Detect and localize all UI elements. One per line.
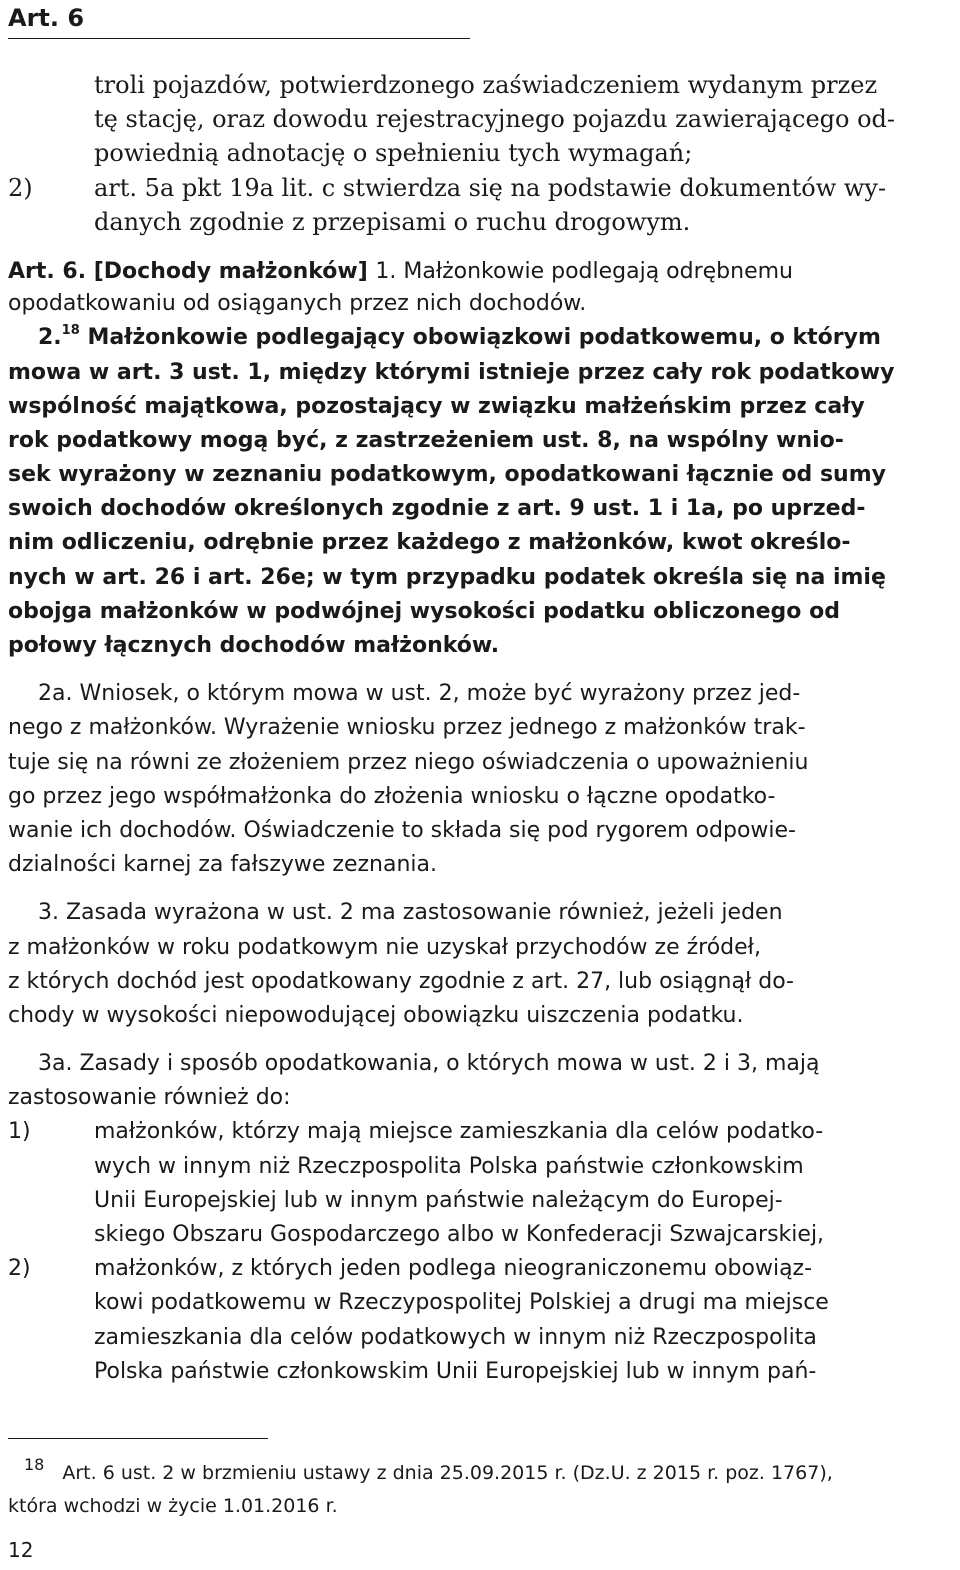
list-number: 2)	[8, 1256, 31, 1282]
text-line: z małżonków w roku podatkowym nie uzyskał przychodów ze źródeł,	[8, 934, 761, 960]
text-line: mowa w art. 3 ust. 1, między którymi istnieje przez cały rok podatkowy	[8, 359, 895, 385]
text-line: danych zgodnie z przepisami o ruchu drogowym.	[94, 207, 691, 236]
text-line: 1. Małżonkowie podlegają odrębnemu	[375, 258, 793, 284]
footnote-text: Art. 6 ust. 2 w brzmieniu ustawy z dnia 25.09.2015 r. (Dz.U. z 2015 r. poz. 1767),	[62, 1462, 833, 1484]
text-line: rok podatkowy mogą być, z zastrzeżeniem ust. 8, na wspólny wnio-	[8, 427, 844, 453]
text-line: dzialności karnej za fałszywe zeznania.	[8, 852, 437, 878]
article-title: [Dochody małżonków]	[93, 258, 368, 284]
paragraph-number: 2.	[38, 325, 62, 351]
text-line: tuje się na równi ze złożeniem przez niego oświadczenia o upoważnieniu	[8, 749, 809, 775]
text-line: art. 5a pkt 19a lit. c stwierdza się na podstawie dokumentów wy-	[94, 173, 887, 202]
text-line: małżonków, z których jeden podlega nieograniczonemu obowiąz-	[94, 1256, 813, 1282]
text-line: z których dochód jest opodatkowany zgodnie z art. 27, lub osiągnął do-	[8, 968, 794, 994]
text-line: wanie ich dochodów. Oświadczenie to składa się pod rygorem odpowie-	[8, 817, 796, 843]
text-line: tę stację, oraz dowodu rejestracyjnego pojazdu zawierającego od-	[94, 105, 896, 134]
text-line: chody w wysokości niepowodującej obowiązku uiszczenia podatku.	[8, 1002, 744, 1028]
list-item	[8, 1252, 954, 1286]
text-line: opodatkowaniu od osiąganych przez nich dochodów.	[8, 291, 587, 317]
paragraph-2-line: 2.18 Małżonkowie podlegający obowiązkowi podatkowemu, o którym	[38, 323, 881, 351]
footnote-ref[interactable]: 18	[61, 323, 80, 339]
text-line: 3. Zasada wyrażona w ust. 2 ma zastosowanie również, jeżeli jeden	[38, 900, 783, 926]
text-line: obojga małżonków w podwójnej wysokości podatku obliczonego od	[8, 598, 840, 624]
header-rule	[8, 38, 470, 39]
text-line: 2a. Wniosek, o którym mowa w ust. 2, może być wyrażony przez jed-	[38, 681, 801, 707]
text-line: nim odliczeniu, odrębnie przez każdego z małżonków, kwot określo-	[8, 530, 851, 556]
text-line: powiednią adnotację o spełnieniu tych wymagań;	[94, 139, 693, 168]
list-number: 1)	[8, 1119, 31, 1145]
page-number: 12	[8, 1538, 34, 1562]
text-line: wspólność majątkowa, pozostający w związku małżeńskim przez cały	[8, 393, 865, 419]
text-line: zastosowanie również do:	[8, 1085, 291, 1111]
text-line: sek wyrażony w zeznaniu podatkowym, opodatkowani łącznie od sumy	[8, 462, 886, 488]
article-heading	[8, 253, 954, 287]
text-line: połowy łącznych dochodów małżonków.	[8, 633, 500, 658]
text-line: Polska państwie członkowskim Unii Europejskiej lub w innym pań-	[94, 1358, 817, 1384]
text-line: troli pojazdów, potwierdzonego zaświadczeniem wydanym przez	[94, 71, 878, 99]
text-line: nych w art. 26 i art. 26e; w tym przypadku podatek określa się na imię	[8, 564, 886, 590]
text-line: wych w innym niż Rzeczpospolita Polska państwie członkowskim	[94, 1153, 804, 1179]
footnote	[8, 1448, 954, 1523]
text-line: go przez jego współmałżonka do złożenia wniosku o łączne opodatko-	[8, 783, 776, 809]
text-line: Unii Europejskiej lub w innym państwie należącym do Europej-	[94, 1187, 783, 1213]
list-number: 2)	[8, 173, 33, 202]
list-item	[8, 171, 954, 205]
footnote-rule	[8, 1438, 268, 1439]
text-line: swoich dochodów określonych zgodnie z art. 9 ust. 1 i 1a, po uprzed-	[8, 496, 866, 522]
article-label: Art. 6.	[8, 258, 87, 284]
footnote-mark: 18	[24, 1455, 45, 1474]
footnote-text: która wchodzi w życie 1.01.2016 r.	[8, 1495, 338, 1517]
text-line: 3a. Zasady i sposób opodatkowania, o których mowa w ust. 2 i 3, mają	[38, 1051, 820, 1077]
text-line: skiego Obszaru Gospodarczego albo w Konfederacji Szwajcarskiej,	[94, 1222, 825, 1247]
text-line: kowi podatkowemu w Rzeczypospolitej Polskiej a drugi ma miejsce	[94, 1290, 829, 1316]
running-header: Art. 6	[8, 4, 85, 32]
text-line: nego z małżonków. Wyrażenie wniosku przez jednego z małżonków trak-	[8, 715, 806, 741]
text-line: małżonków, którzy mają miejsce zamieszkania dla celów podatko-	[94, 1119, 824, 1145]
text-line: zamieszkania dla celów podatkowych w innym niż Rzeczpospolita	[94, 1324, 817, 1350]
list-item	[8, 1115, 954, 1149]
document-body	[8, 68, 954, 1389]
